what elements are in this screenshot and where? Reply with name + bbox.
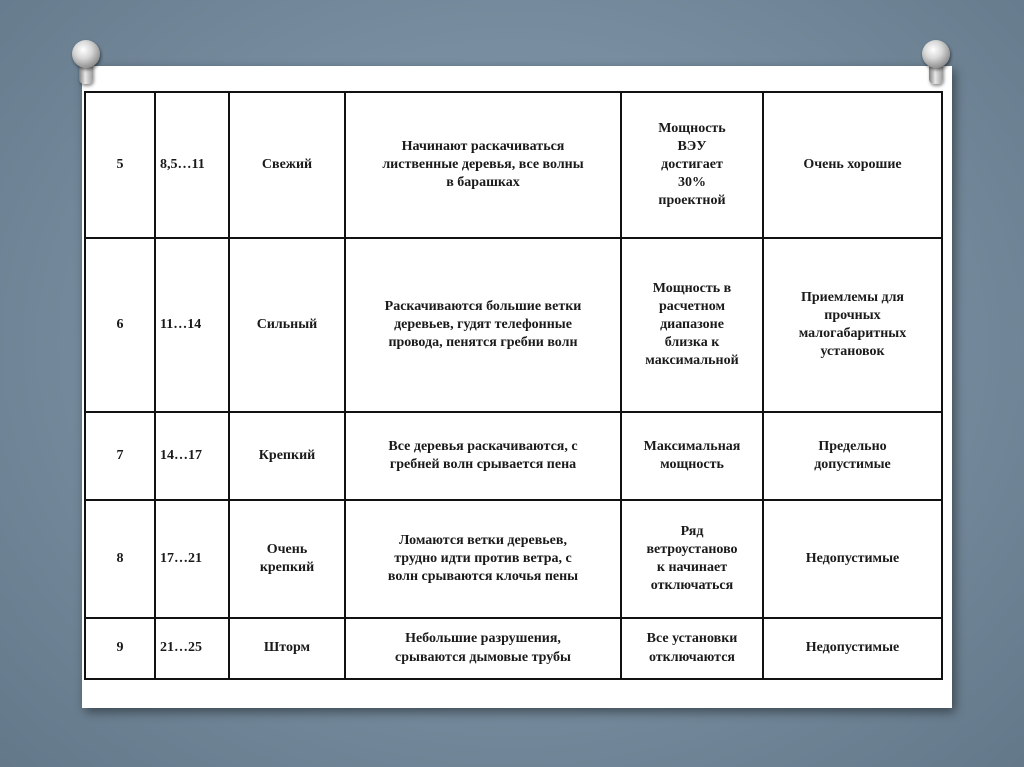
description-cell: Раскачиваются большие ветки деревьев, гудят телефонные провода, пенятся гребни волн — [345, 238, 621, 412]
speed-cell: 17…21 — [155, 500, 229, 618]
power-cell: Максимальная мощность — [621, 412, 763, 500]
table-row — [85, 238, 942, 412]
speed-cell: 11…14 — [155, 238, 229, 412]
name-cell: Крепкий — [229, 412, 345, 500]
description-cell: Небольшие разрушения, срываются дымовые трубы — [345, 618, 621, 679]
table-row — [85, 92, 942, 238]
speed-cell: 21…25 — [155, 618, 229, 679]
force-cell: 7 — [85, 412, 155, 500]
table-row — [85, 500, 942, 618]
force-cell: 8 — [85, 500, 155, 618]
description-cell: Начинают раскачиваться лиственные деревья, все волны в барашках — [345, 92, 621, 238]
force-cell: 9 — [85, 618, 155, 679]
wind-scale-table — [84, 91, 943, 680]
pushpin-icon — [918, 40, 954, 86]
pushpin-icon — [68, 40, 104, 86]
table-row — [85, 618, 942, 679]
conditions-cell: Недопустимые — [763, 618, 942, 679]
power-cell: Ряд ветроустаново к начинает отключаться — [621, 500, 763, 618]
name-cell: Сильный — [229, 238, 345, 412]
speed-cell: 8,5…11 — [155, 92, 229, 238]
name-cell: Свежий — [229, 92, 345, 238]
speed-cell: 14…17 — [155, 412, 229, 500]
conditions-cell: Приемлемы для прочных малогабаритных установок — [763, 238, 942, 412]
power-cell: Мощность в расчетном диапазоне близка к максимальной — [621, 238, 763, 412]
description-cell: Все деревья раскачиваются, с гребней волн срывается пена — [345, 412, 621, 500]
conditions-cell: Недопустимые — [763, 500, 942, 618]
power-cell: Мощность ВЭУ достигает 30% проектной — [621, 92, 763, 238]
name-cell: Очень крепкий — [229, 500, 345, 618]
force-cell: 5 — [85, 92, 155, 238]
table-row — [85, 412, 942, 500]
conditions-cell: Предельно допустимые — [763, 412, 942, 500]
description-cell: Ломаются ветки деревьев, трудно идти против ветра, с волн срываются клочья пены — [345, 500, 621, 618]
force-cell: 6 — [85, 238, 155, 412]
power-cell: Все установки отключаются — [621, 618, 763, 679]
name-cell: Шторм — [229, 618, 345, 679]
conditions-cell: Очень хорошие — [763, 92, 942, 238]
